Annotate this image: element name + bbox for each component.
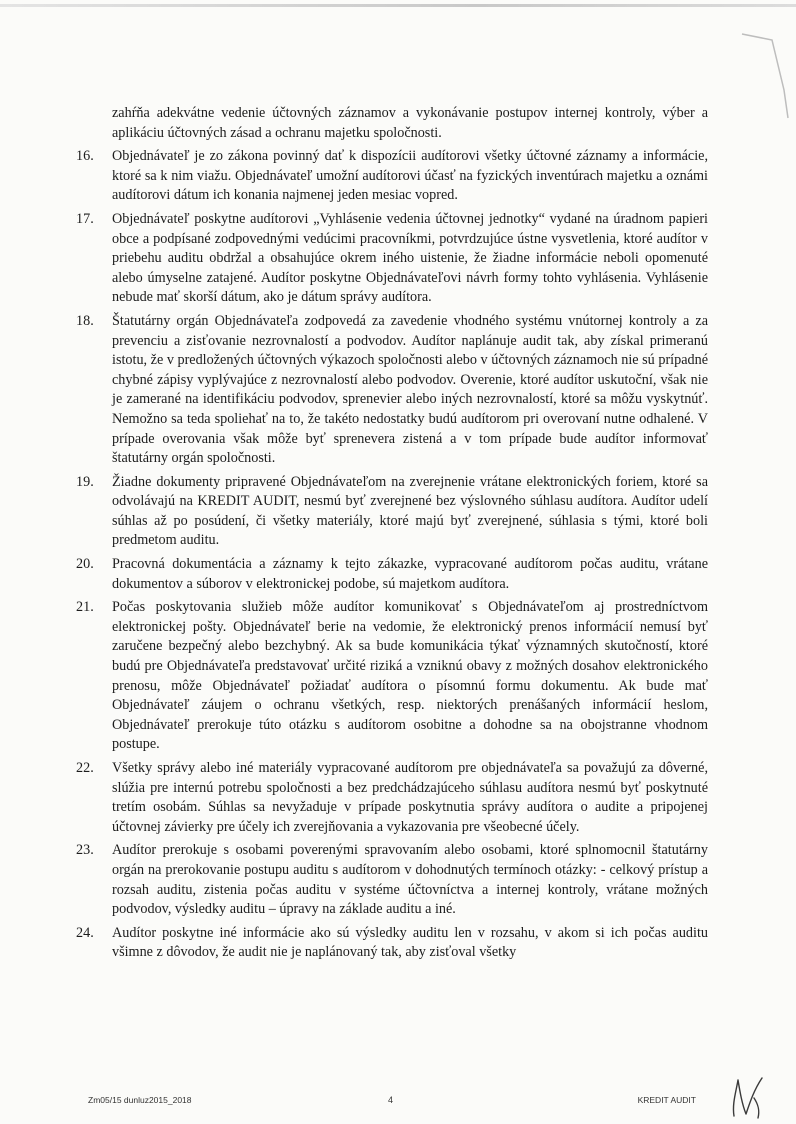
footer-company: KREDIT AUDIT — [637, 1095, 696, 1105]
item-number: 20. — [76, 556, 94, 573]
handwritten-initials — [724, 1068, 768, 1120]
document-body — [76, 104, 708, 967]
list-item — [76, 598, 708, 755]
list-item — [76, 147, 708, 206]
item-text: Štatutárny orgán Objednávateľa zodpovedá za zavedenie vhodného systému vnútornej kontroly a za prevenciu a zisťovanie nezrovnalostí a podvodov. Audítor naplánuje audit tak, aby získal primeranú istotu, že v predložených účtovných výkazoch spoločnosti alebo v účtovných záznamoch nie sú prípadné chybné zápisy vyplývajúce z nezrovnalostí alebo podvodov. Overenie, ktoré audítor uskutoční, však nie je zamerané na identifikáciu podvodov, sprenevier alebo iných nezrovnalostí, ktoré sa môžu vyskytnúť. Nemožno sa teda spoliehať na to, že takéto nedostatky budú audítorom pri overovaní nutne odhalené. V prípade overovania však môže byť sprenevera zistená a v tom prípade bude audítor informovať štatutárny orgán spoločnosti. — [112, 312, 708, 467]
list-item — [76, 841, 708, 919]
continued-paragraph: zahŕňa adekvátne vedenie účtovných záznamov a vykonávanie postupov internej kontroly, výber a aplikáciu účtovných zásad a ochranu majetku spoločnosti. — [112, 105, 708, 141]
item-text: Žiadne dokumenty pripravené Objednávateľom na zverejnenie vrátane elektronických foriem, ktoré sa odvolávajú na KREDIT AUDIT, nesmú byť zverejnené bez výslovného súhlasu audítora. Audítor udelí súhlas až po posúdení, či všetky materiály, ktoré majú byť zverejnené, súhlasia s tými, ktoré boli predmetom auditu. — [112, 473, 708, 549]
item-text: Objednávateľ poskytne audítorovi „Vyhlásenie vedenia účtovnej jednotky“ vydané na úradnom papieri obce a podpísané zodpovednými vedúcimi pracovníkmi, potvrdzujúce ústne vysvetlenia, ktoré audítor v priebehu auditu obdržal a obsahujúce okrem iného uistenie, že žiadne informácie neboli opomenuté alebo úmyselne zatajené. Audítor poskytne Objednávateľovi návrh formy tohto vyhlásenia. Vyhlásenie nebude mať skorší dátum, ako je dátum správy audítora. — [112, 210, 708, 306]
page-footer — [88, 1095, 696, 1109]
item-number: 19. — [76, 473, 94, 490]
list-item — [76, 312, 708, 469]
list-item — [76, 473, 708, 551]
item-text: Audítor poskytne iné informácie ako sú výsledky auditu len v rozsahu, v akom si ich počas auditu všimne z dôvodov, že audit nie je naplánovaný tak, aby zisťoval všetky — [112, 924, 708, 961]
item-text: Objednávateľ je zo zákona povinný dať k dispozícii audítorovi všetky účtovné záznamy a informácie, ktoré sa k nim viažu. Objednávateľ umožní audítorovi účasť na fyzických inventúrach majetku a oznámi audítorovi dátum ich konania najmenej jeden mesiac vopred. — [112, 148, 708, 204]
item-number: 23. — [76, 842, 94, 859]
numbered-list — [76, 147, 708, 963]
item-number: 17. — [76, 210, 94, 227]
scan-top-edge — [0, 4, 796, 7]
item-text: Audítor prerokuje s osobami poverenými spravovaním alebo osobami, ktoré splnomocnil štatutárny orgán na prerokovanie postupu auditu s audítorom v dohodnutých termínoch otázky: - celkový prístup a rozsah auditu, zistenia počas auditu v systéme účtovníctva a internej kontroly, vrátane možných podvodov, výsledky auditu – úpravy na základe auditu a iné. — [112, 842, 708, 918]
footer-document-code: Zm05/15 dunluz2015_2018 — [88, 1095, 192, 1105]
list-item — [76, 210, 708, 308]
list-item — [76, 924, 708, 963]
item-number: 16. — [76, 148, 94, 165]
item-number: 24. — [76, 924, 94, 941]
item-text: Počas poskytovania služieb môže audítor komunikovať s Objednávateľom aj prostredníctvom elektronickej pošty. Objednávateľ berie na vedomie, že elektronický prenos informácií nemusí byť zaručene bezpečný alebo bezchybný. Ak sa bude komunikácia týkať významných skutočností, ktoré budú pre Objednávateľa predstavovať určité riziká a vzniknú obavy z možných dosahov elektronického prenosu, môže Objednávateľ požiadať audítora o písomnú formu dokumentu. Ak bude mať Objednávateľ záujem o ochranu všetkých, resp. niektorých prenášaných informácií heslom, Objednávateľ prerokuje túto otázku s audítorom osobitne a dohodne sa na obojstranne vhodnom postupe. — [112, 599, 708, 753]
scan-edge-mark — [732, 30, 792, 120]
list-item — [76, 759, 708, 837]
item-number: 22. — [76, 760, 94, 776]
item-number: 18. — [76, 312, 94, 329]
list-item — [76, 555, 708, 594]
page-number: 4 — [388, 1095, 394, 1105]
item-text: Pracovná dokumentácia a záznamy k tejto zákazke, vypracované audítorom počas auditu, vrátane dokumentov a súborov v elektronickej podobe, sú majetkom audítora. — [112, 556, 708, 592]
item-number: 21. — [76, 599, 94, 616]
item-text: Všetky správy alebo iné materiály vypracované audítorom pre objednávateľa sa považujú za dôverné, slúžia pre internú potrebu spoločnosti a bez predchádzajúceho súhlasu audítora nesmú byť poskytnuté tretím osobám. Súhlas sa nevyžaduje v prípade poskytnutia správy audítora o audite a pripojenej účtovnej závierky pre účely ich zverejňovania a vykazovania pre všeobecné účely. — [112, 760, 708, 835]
